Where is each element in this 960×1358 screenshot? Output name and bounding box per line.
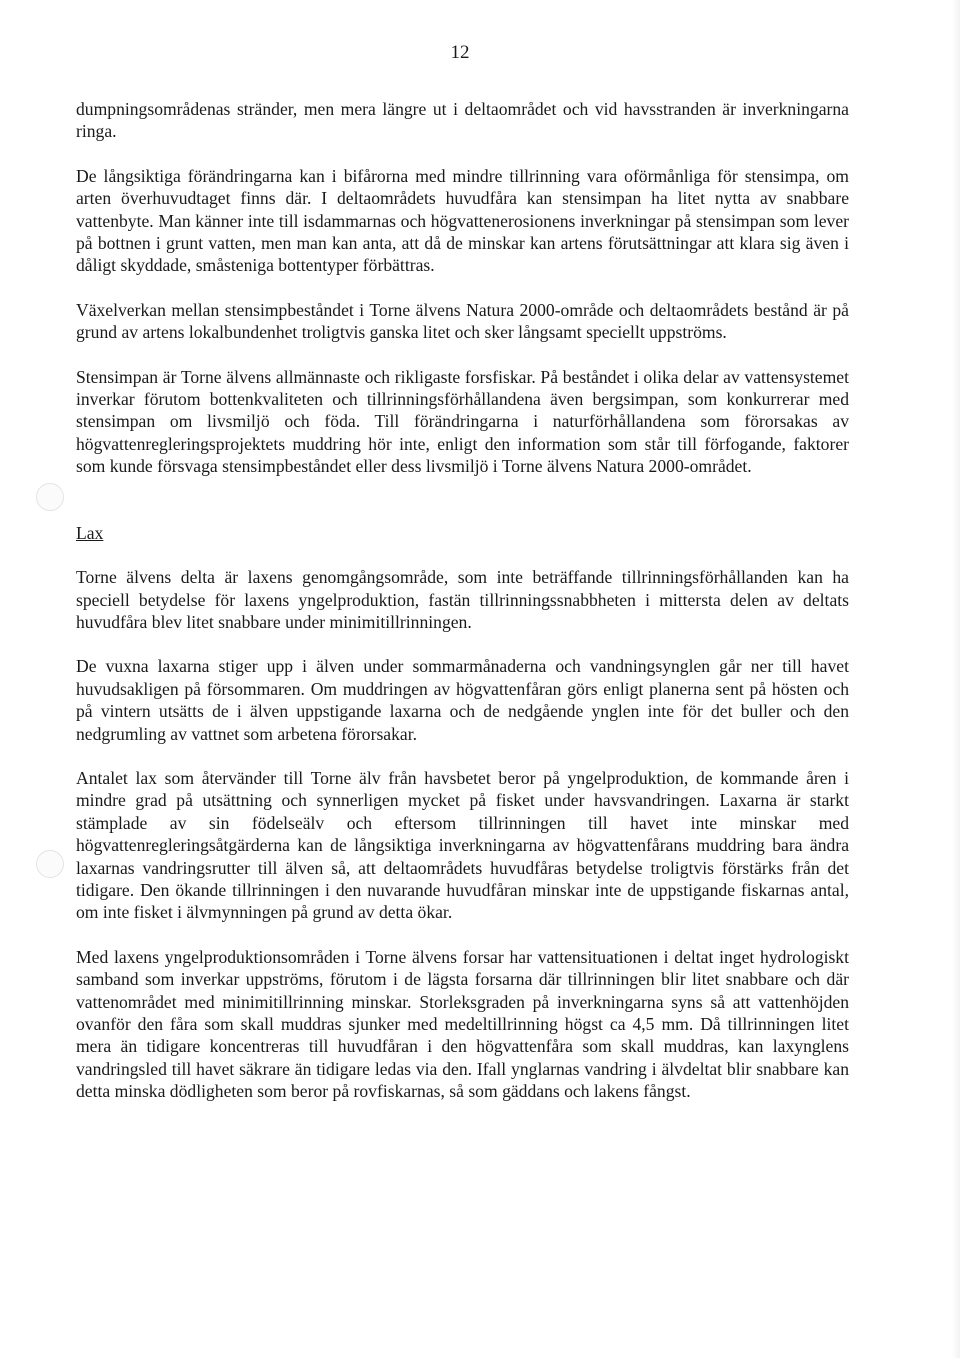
- paragraph: Växelverkan mellan stensimpbeståndet i Torne älvens Natura 2000-område och deltaområdets bestånd är på grund av artens lokalbundenhet troligtvis ganska litet och sker långsamt speciellt uppströms.: [76, 299, 849, 343]
- punch-hole-mark: [36, 483, 64, 511]
- paragraph: dumpningsområdenas stränder, men mera längre ut i deltaområdet och vid havsstranden är inverkningarna ringa.: [76, 99, 849, 142]
- paragraph: Torne älvens delta är laxens genomgångsområde, som inte beträffande tillrinningsförhållanden kan ha speciell betydelse för laxens yngelproduktion, fastän tillrinningssnabbheten i mittersta delen av deltats huvudfåra blev litet snabbare under minimitillrinningen.: [76, 567, 849, 632]
- paragraph: Med laxens yngelproduktionsområden i Torne älvens forsar har vattensituationen i deltat inget hydrologiskt samband som inverkar uppströms, förutom i de lägsta forsarna där tillrinningen blir litet snabbare och där vattenområdet med minimitillrinning minskar. Storleksgraden på inverkningarna syns så att vattenhöjden ovanför den fåra som skall muddras sjunker med medeltillrinning högst ca 4,5 mm. Då tillrinningen litet mera än tidigare koncentreras till huvudfåran i den högvattenfåra som skall muddras, kan laxynglens vandringsled till havet säkrare än tidigare ledas via den. Ifall ynglarnas vandring i älvdeltat blir snabbare kan detta minska dödligheten som beror på rovfiskarnas, så som gäddans och lakens fångst.: [76, 946, 849, 1102]
- paragraph: Antalet lax som återvänder till Torne älv från havsbetet beror på yngelproduktion, de kommande åren i mindre grad på utsättning och synnerligen mycket på fisket under havsvandringen. Laxarna är starkt stämplade av sin födelseälv och eftersom tillrinningen till havet inte minskar med högvattenregleringsåtgärderna kan de långsiktiga inverkningarna av högvattenfårans muddring bara ändra laxarnas vandringsrutter till älven så, att deltaområdets huvudfåras betydelse troligtvis förstärks från det tidigare. Den ökande tillrinningen i den nuvarande huvudfåran minskar inte de uppstigande fiskarnas antal, om inte fisket i älvmynningen på grund av detta ökar.: [76, 767, 849, 923]
- paragraph: De vuxna laxarna stiger upp i älven under sommarmånaderna och vandningsynglen går ner till havet huvudsakligen på försommaren. Om muddringen av högvattenfåran görs enligt planerna sent på hösten och på vintern utsätts de i älven uppstigande laxarna och de nedgående ynglen inte för det buller och den nedgrumling av vattnet som arbetena förorsakar.: [76, 656, 849, 744]
- section-heading: Lax: [76, 522, 104, 543]
- paragraph: Stensimpan är Torne älvens allmännaste och rikligaste forsfiskar. På beståndet i olika delar av vattensystemet inverkar förutom bottenkvaliteten och tillrinningsförhållandena även bergsimpan, som konkurrerar med stensimpan om livsmiljö och föda. Till förändringarna i naturförhållandena som förorsakas av högvattenregleringsprojektets muddring hör inte, enligt den information som står till förfogande, faktorer som kunde försvaga stensimpbeståndet eller dess livsmiljö i Torne älvens Natura 2000-området.: [76, 366, 849, 477]
- paragraph: De långsiktiga förändringarna kan i bifårorna med mindre tillrinning vara oförmånliga för stensimpa, om arten överhuvudtaget finns där. I deltaområdets huvudfåra kan stensimpan ha litet nytta av snabbare vattenbyte. Man känner inte till isdammarnas och högvattenerosionens inverkningar på stensimpan som lever på bottnen i grunt vatten, men man kan anta, att då de minskar kan artens förutsättningar att klara sig även i dåligt skyddade, småsteniga bottentyper förbättras.: [76, 165, 849, 276]
- punch-hole-mark: [36, 850, 64, 878]
- document-body: [76, 98, 849, 1125]
- page-edge-shadow: [952, 0, 960, 1358]
- page-number: 12: [450, 42, 470, 63]
